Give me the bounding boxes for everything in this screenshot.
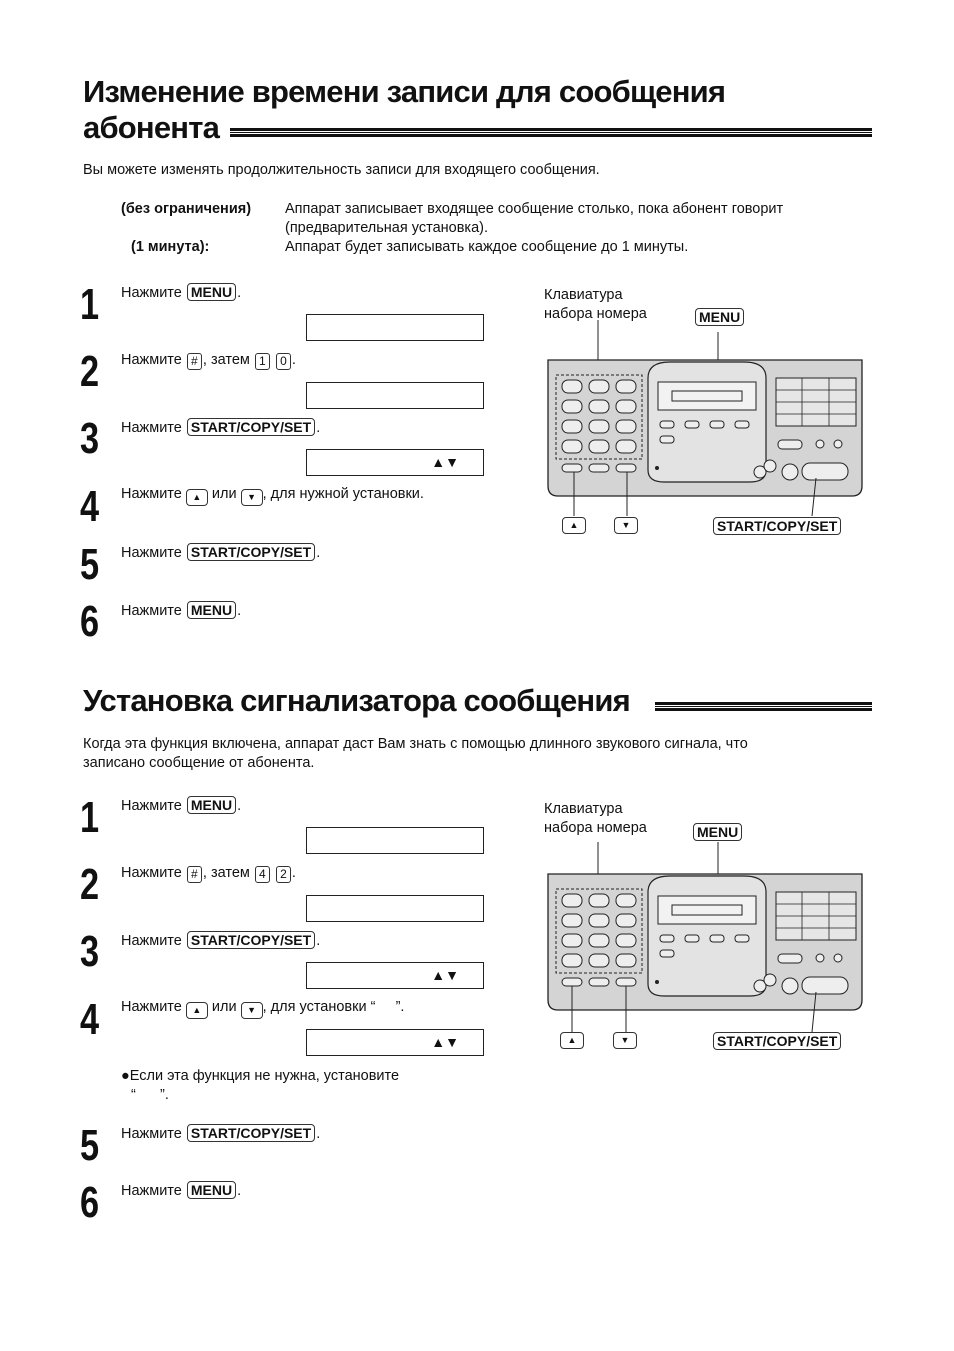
up-key: ▲ <box>186 1002 208 1019</box>
step-number: 2 <box>80 860 100 909</box>
step-text: Нажмите <box>121 420 182 436</box>
menu-key: MENU <box>187 796 236 814</box>
step-text: . <box>237 603 242 619</box>
start-key <box>802 977 848 994</box>
note-line1: ●Если эта функция не нужна, установите <box>121 1068 400 1084</box>
step-number: 6 <box>80 597 100 646</box>
note-line2: “ ”. <box>131 1087 169 1103</box>
start-key <box>802 463 848 480</box>
step-text: Нажмите <box>121 865 182 881</box>
menu-key: MENU <box>187 601 236 619</box>
step-text: . <box>316 420 321 436</box>
step-text: . <box>316 1126 321 1142</box>
start-copy-set-key: START/COPY/SET <box>187 418 315 436</box>
fax-panel-diagram <box>540 320 870 520</box>
lcd-display <box>306 895 484 922</box>
step-text: . <box>291 865 296 881</box>
step-instruction <box>121 796 241 816</box>
start-callout: START/COPY/SET <box>713 517 841 535</box>
section2-title: Установка сигнализатора сообщения <box>83 683 630 718</box>
step-instruction <box>121 1124 320 1144</box>
step-text: . <box>237 1183 242 1199</box>
down-key: ▼ <box>241 489 263 506</box>
option-label-unlimited: (без ограничения) <box>121 201 252 217</box>
section2-intro-line2: записано сообщение от абонента. <box>83 755 315 771</box>
keypad-callout: Клавиатура <box>544 801 623 817</box>
digit-key: 0 <box>276 353 291 370</box>
lcd-window <box>658 382 756 410</box>
section1-title-rule <box>230 128 872 137</box>
step-text: . <box>237 285 242 301</box>
step-text: Нажмите <box>121 603 182 619</box>
step-instruction <box>121 351 296 370</box>
step-number: 4 <box>80 995 100 1044</box>
down-key: ▼ <box>241 1002 263 1019</box>
lcd-arrows: ▲▼ <box>431 1034 459 1050</box>
step-instruction <box>121 283 241 303</box>
start-copy-set-key: START/COPY/SET <box>187 1124 315 1142</box>
step-instruction <box>121 543 320 563</box>
lcd-display <box>306 827 484 854</box>
section2-title-rule <box>655 702 872 711</box>
start-copy-set-key: START/COPY/SET <box>187 543 315 561</box>
hash-key: # <box>187 353 202 370</box>
step-text: Нажмите <box>121 486 182 502</box>
step-text: . <box>316 933 321 949</box>
digit-key: 1 <box>255 353 270 370</box>
step-text: Нажмите <box>121 933 182 949</box>
lcd-display <box>306 449 484 476</box>
keypad-callout: набора номера <box>544 306 647 322</box>
lcd-display <box>306 962 484 989</box>
step-instruction <box>121 931 320 951</box>
step-text: Нажмите <box>121 352 182 368</box>
lcd-display <box>306 382 484 409</box>
option-desc-1min: Аппарат будет записывать каждое сообщение до 1 минуты. <box>285 239 689 255</box>
step-number: 6 <box>80 1178 100 1227</box>
step-number: 3 <box>80 414 100 463</box>
step-text: . <box>291 352 296 368</box>
step-text: Нажмите <box>121 1126 182 1142</box>
fax-panel-diagram <box>540 834 870 1034</box>
digit-key: 4 <box>255 866 270 883</box>
down-key-callout: ▼ <box>613 1032 637 1049</box>
step-text: , для нужной установки. <box>262 486 424 502</box>
menu-key: MENU <box>187 1181 236 1199</box>
down-key-callout: ▼ <box>614 517 638 534</box>
step-number: 5 <box>80 540 100 589</box>
step-number: 4 <box>80 482 100 531</box>
keypad-callout: набора номера <box>544 820 647 836</box>
menu-callout: MENU <box>693 823 742 841</box>
step-text: Нажмите <box>121 798 182 814</box>
step-number: 2 <box>80 347 100 396</box>
option-label-1min: (1 минута): <box>131 239 210 255</box>
step-text: Нажмите <box>121 545 182 561</box>
step-text: , затем <box>202 865 250 881</box>
step-text: или <box>211 999 237 1015</box>
lcd-display <box>306 314 484 341</box>
keypad-callout: Клавиатура <box>544 287 623 303</box>
up-key-callout: ▲ <box>562 517 586 534</box>
step-text: Нажмите <box>121 999 182 1015</box>
step-instruction <box>121 418 320 438</box>
menu-callout: MENU <box>695 308 744 326</box>
start-callout: START/COPY/SET <box>713 1032 841 1050</box>
section1-intro: Вы можете изменять продолжительность записи для входящего сообщения. <box>83 162 600 178</box>
step-instruction <box>121 864 296 883</box>
section2-intro-line1: Когда эта функция включена, аппарат даст Вам знать с помощью длинного звукового сигнала, что <box>83 736 748 752</box>
step-instruction <box>121 998 404 1019</box>
step-text: Нажмите <box>121 1183 182 1199</box>
step-instruction <box>121 1181 241 1201</box>
up-key-callout: ▲ <box>560 1032 584 1049</box>
step-number: 5 <box>80 1121 100 1170</box>
step-number: 1 <box>80 280 100 329</box>
digit-key: 2 <box>276 866 291 883</box>
lcd-display <box>306 1029 484 1056</box>
hash-key: # <box>187 866 202 883</box>
lcd-window <box>658 896 756 924</box>
option-desc-unlimited: Аппарат записывает входящее сообщение столько, пока абонент говорит <box>285 201 784 217</box>
lcd-arrows: ▲▼ <box>431 454 459 470</box>
menu-key: MENU <box>187 283 236 301</box>
nav-keys <box>562 978 636 986</box>
step-text: , для установки “ ”. <box>262 999 405 1015</box>
step-instruction <box>121 601 241 621</box>
step-instruction <box>121 485 424 506</box>
up-key: ▲ <box>186 489 208 506</box>
step-text: или <box>211 486 237 502</box>
step-number: 3 <box>80 927 100 976</box>
nav-keys <box>562 464 636 472</box>
option-desc-unlimited-preset: (предварительная установка). <box>285 220 488 236</box>
step-text: . <box>316 545 321 561</box>
section1-title-line1: Изменение времени записи для сообщения <box>83 74 726 109</box>
step-text: Нажмите <box>121 285 182 301</box>
lcd-arrows: ▲▼ <box>431 967 459 983</box>
step-text: . <box>237 798 242 814</box>
step-number: 1 <box>80 793 100 842</box>
start-copy-set-key: START/COPY/SET <box>187 931 315 949</box>
step-text: , затем <box>202 352 250 368</box>
section1-title-line2: абонента <box>83 110 220 145</box>
